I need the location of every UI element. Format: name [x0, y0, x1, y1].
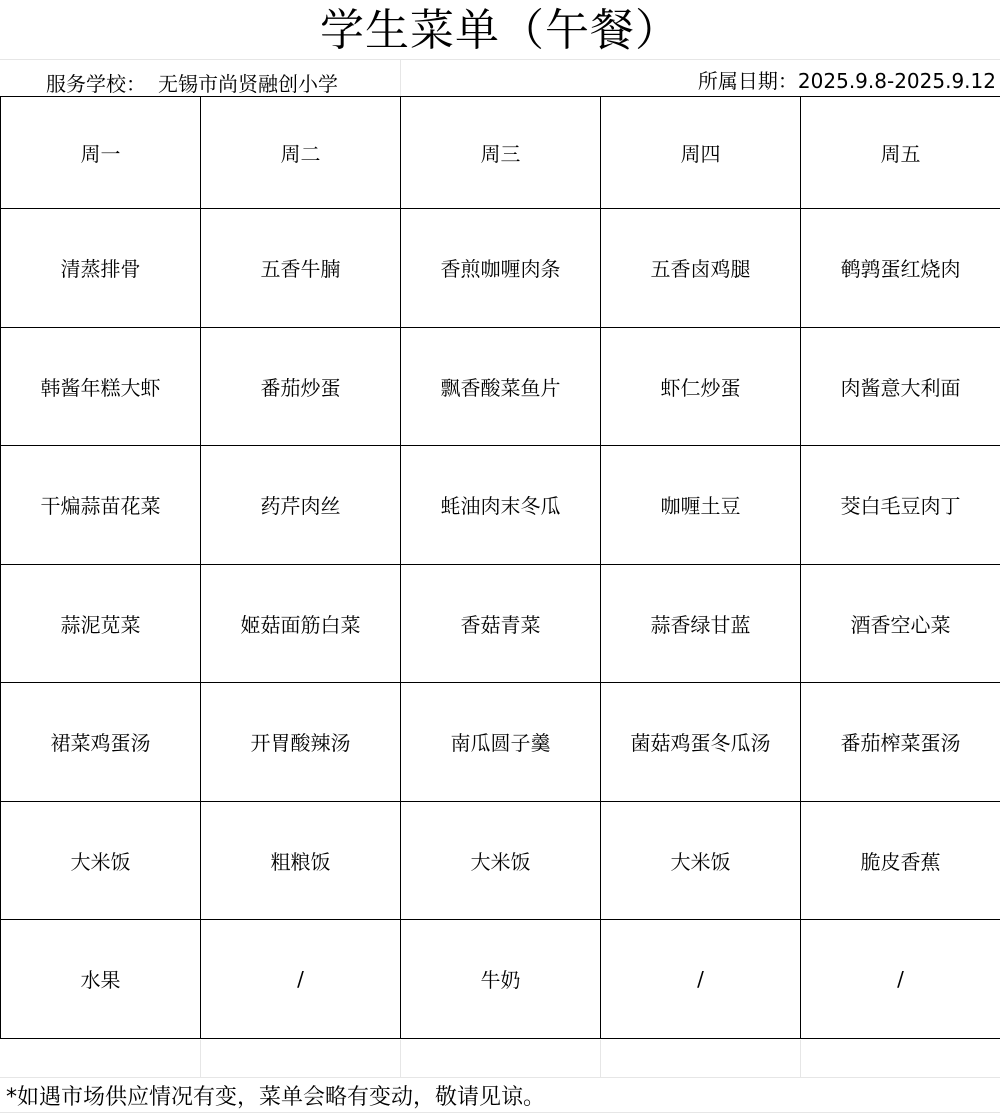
menu-cell: 姬菇面筋白菜 — [201, 564, 401, 683]
menu-cell: 番茄炒蛋 — [201, 327, 401, 446]
menu-cell: 五香牛腩 — [201, 209, 401, 328]
table-row — [1, 209, 1000, 328]
menu-cell: 药芹肉丝 — [201, 446, 401, 565]
table-row — [1, 446, 1000, 565]
menu-cell: 南瓜圆子羹 — [401, 683, 601, 802]
day-header-thu: 周四 — [601, 97, 801, 209]
school-label: 服务学校： — [46, 72, 146, 96]
menu-cell: 肉酱意大利面 — [801, 327, 1000, 446]
menu-cell: 鹌鹑蛋红烧肉 — [801, 209, 1000, 328]
menu-cell: 开胃酸辣汤 — [201, 683, 401, 802]
menu-cell: 菌菇鸡蛋冬瓜汤 — [601, 683, 801, 802]
menu-cell: 大米饭 — [401, 801, 601, 920]
day-header-wed: 周三 — [401, 97, 601, 209]
day-header-fri: 周五 — [801, 97, 1000, 209]
menu-cell: 香煎咖喱肉条 — [401, 209, 601, 328]
header-row — [1, 97, 1000, 209]
menu-cell: / — [201, 920, 401, 1039]
menu-cell: 裙菜鸡蛋汤 — [1, 683, 201, 802]
school-info — [46, 68, 338, 97]
table-row — [1, 564, 1000, 683]
date-label: 所属日期： — [697, 69, 798, 93]
menu-cell: 干煸蒜苗花菜 — [1, 446, 201, 565]
table-row — [1, 920, 1000, 1039]
day-header-tue: 周二 — [201, 97, 401, 209]
table-row — [1, 327, 1000, 446]
menu-cell: 韩酱年糕大虾 — [1, 327, 201, 446]
date-info — [698, 65, 996, 94]
school-name: 无锡市尚贤融创小学 — [158, 72, 338, 96]
menu-cell: 脆皮香蕉 — [801, 801, 1000, 920]
subheader — [0, 60, 1000, 96]
menu-cell: 虾仁炒蛋 — [601, 327, 801, 446]
menu-cell: 咖喱土豆 — [601, 446, 801, 565]
table-row — [1, 683, 1000, 802]
menu-cell: 大米饭 — [601, 801, 801, 920]
menu-cell: 酒香空心菜 — [801, 564, 1000, 683]
menu-cell: 飘香酸菜鱼片 — [401, 327, 601, 446]
menu-cell: 五香卤鸡腿 — [601, 209, 801, 328]
menu-cell: / — [801, 920, 1000, 1039]
page-title: 学生菜单（午餐） — [320, 5, 680, 56]
menu-cell: 蒜泥苋菜 — [1, 564, 201, 683]
menu-cell: 蒜香绿甘蓝 — [601, 564, 801, 683]
menu-cell: 香菇青菜 — [401, 564, 601, 683]
menu-cell: 水果 — [1, 920, 201, 1039]
menu-cell: 茭白毛豆肉丁 — [801, 446, 1000, 565]
date-range: 2025.9.8-2025.9.12 — [797, 69, 996, 93]
menu-cell: 大米饭 — [1, 801, 201, 920]
menu-cell: 粗粮饭 — [201, 801, 401, 920]
footnote: *如遇市场供应情况有变，菜单会略有变动，敬请见谅。 — [6, 1085, 546, 1110]
menu-cell: / — [601, 920, 801, 1039]
menu-cell: 番茄榨菜蛋汤 — [801, 683, 1000, 802]
menu-cell: 牛奶 — [401, 920, 601, 1039]
menu-table — [0, 96, 1000, 1039]
menu-cell: 清蒸排骨 — [1, 209, 201, 328]
menu-cell: 蚝油肉末冬瓜 — [401, 446, 601, 565]
table-row — [1, 801, 1000, 920]
day-header-mon: 周一 — [1, 97, 201, 209]
